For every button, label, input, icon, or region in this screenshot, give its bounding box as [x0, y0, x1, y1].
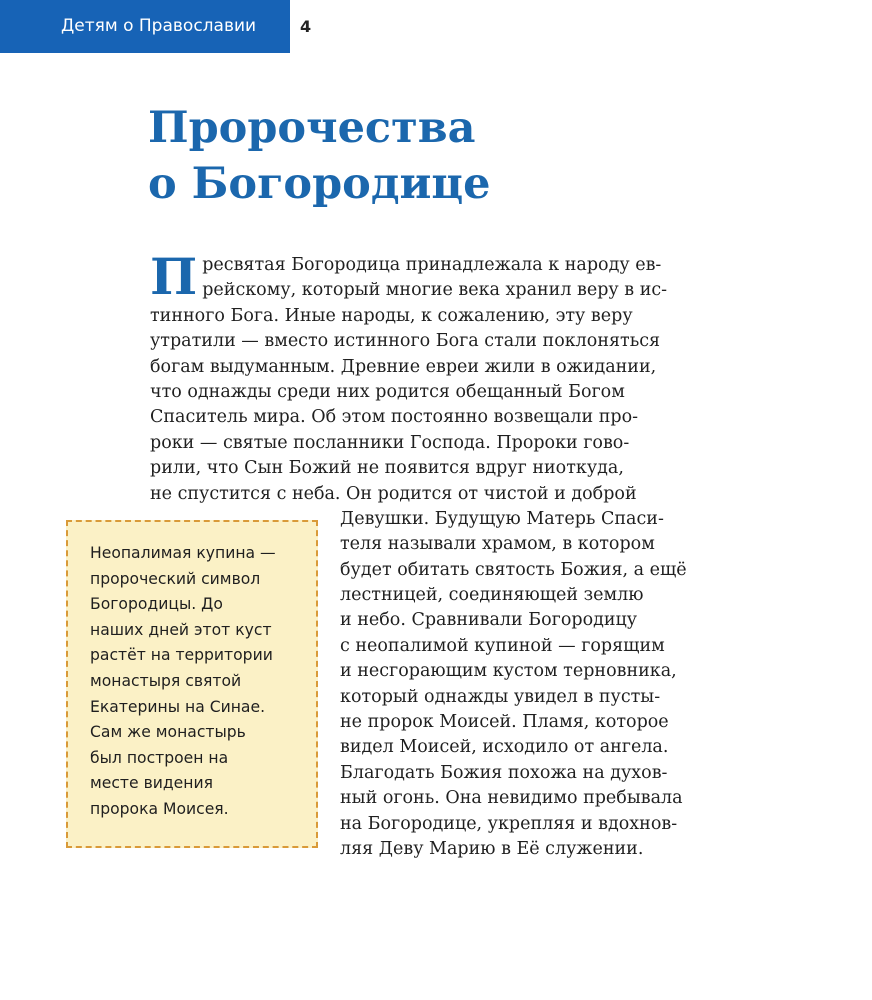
- body-line: не спустится с неба. Он родится от чистой и доброй: [150, 483, 637, 504]
- note-line: был построен на: [90, 748, 229, 767]
- body-line: ный огонь. Она невидимо пребывала: [340, 788, 683, 809]
- body-line: утратили — вместо истинного Бога стали поклоняться: [150, 331, 661, 352]
- body-line: что однажды среди них родится обещанный Богом: [150, 381, 625, 402]
- note-line: пророка Моисея.: [90, 799, 229, 818]
- body-line: Благодать Божия похожа на духов-: [340, 762, 668, 783]
- note-line: пророческий символ: [90, 569, 261, 588]
- body-line: тинного Бога. Иные народы, к сожалению, эту веру: [150, 305, 633, 326]
- body-line: и небо. Сравнивали Богородицу: [340, 610, 638, 631]
- body-line: Девушки. Будущую Матерь Спаси-: [340, 508, 664, 529]
- body-line: который однажды увидел в пусты-: [340, 686, 661, 707]
- note-line: Сам же монастырь: [90, 723, 246, 742]
- body-line: не пророк Моисей. Пламя, которое: [340, 712, 669, 733]
- body-line: теля называли храмом, в котором: [340, 534, 655, 555]
- section-header: Детям о Православии: [0, 0, 290, 53]
- page-title: [148, 100, 491, 212]
- body-line: на Богородице, укрепляя и вдохнов-: [340, 813, 678, 834]
- body-line: Спаситель мира. Об этом постоянно возвещали про-: [150, 407, 639, 428]
- drop-cap: П: [150, 247, 198, 306]
- body-line: лестницей, соединяющей землю: [340, 585, 644, 606]
- body-line: роки — святые посланники Господа. Пророки гово-: [150, 432, 630, 453]
- sidebar-note: [66, 520, 318, 848]
- body-line: ресвятая Богородица принадлежала к народу ев-: [202, 255, 662, 275]
- page-number: 4: [300, 17, 312, 36]
- body-line: и несгорающим кустом терновника,: [340, 661, 677, 682]
- note-line: растёт на территории: [90, 646, 273, 665]
- note-line: месте видения: [90, 774, 213, 793]
- body-line: будет обитать святость Божия, а ещё: [340, 559, 687, 580]
- body-line: с неопалимой купиной — горящим: [340, 635, 665, 656]
- note-line: Богородицы. До: [90, 595, 223, 614]
- note-line: Екатерины на Синае.: [90, 697, 266, 716]
- title-line: о Богородице: [148, 159, 491, 209]
- note-line: наших дней этот куст: [90, 620, 272, 639]
- body-line: богам выдуманным. Древние евреи жили в ожидании,: [150, 356, 657, 377]
- body-line: ляя Деву Марию в Её служении.: [340, 838, 644, 859]
- body-line: рили, что Сын Божий не появится вдруг ниоткуда,: [150, 458, 624, 479]
- note-line: монастыря святой: [90, 671, 242, 690]
- body-line: рейскому, который многие века хранил веру в ис-: [202, 280, 668, 301]
- note-line: Неопалимая купина —: [90, 544, 276, 562]
- body-line: видел Моисей, исходило от ангела.: [340, 737, 669, 758]
- title-line: Пророчества: [148, 103, 476, 153]
